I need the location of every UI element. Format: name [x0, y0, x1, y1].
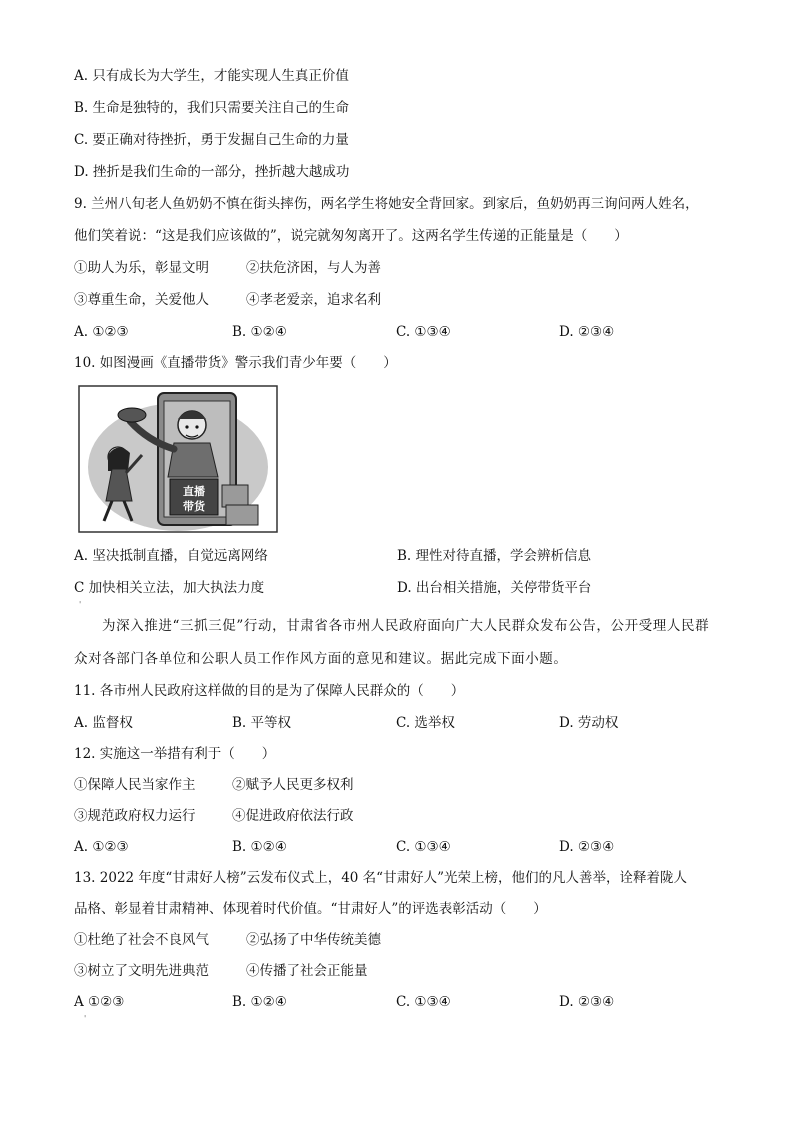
q8-option-a: A. 只有成长为大学生，才能实现人生真正价值: [74, 68, 349, 84]
q10-option-c: C 加快相关立法，加大执法力度: [74, 580, 265, 596]
q13-stem-line1: 13. 2022 年度“甘肃好人榜”云发布仪式上，40 名“甘肃好人”光荣上榜，他们的凡人善举，诠释着陇人: [74, 870, 687, 886]
q12-option-b: B. ①②④: [232, 839, 287, 855]
q12-option-c: C. ①③④: [396, 839, 451, 855]
q12-item-1: ①保障人民当家作主: [74, 777, 196, 793]
q9-option-c: C. ①③④: [396, 324, 451, 340]
q9-option-a: A. ①②③: [74, 324, 129, 340]
scan-mark: ': [84, 1014, 87, 1023]
q13-option-a: A ①②③: [74, 994, 125, 1010]
q13-stem-line2: 品格、彰显着甘肃精神、体现着时代价值。“甘肃好人”的评选表彰活动（ ）: [74, 901, 547, 917]
q11-option-b: B. 平等权: [232, 715, 292, 731]
q9-item-1: ①助人为乐，彰显文明: [74, 260, 209, 276]
q11-option-d: D. 劳动权: [559, 715, 619, 731]
q13-option-d: D. ②③④: [559, 994, 615, 1010]
comic-sign-text-1: 直播: [183, 485, 205, 498]
q9-stem-line2: 他们笑着说：“这是我们应该做的”，说完就匆匆离开了。这两名学生传递的正能量是（ ）: [74, 228, 628, 244]
q12-option-a: A. ①②③: [74, 839, 129, 855]
q9-item-2: ②扶危济困，与人为善: [246, 260, 381, 276]
q8-option-b: B. 生命是独特的，我们只需要关注自己的生命: [74, 100, 350, 116]
q13-item-3: ③树立了文明先进典范: [74, 963, 209, 979]
q9-item-4: ④孝老爱亲，追求名利: [246, 292, 381, 308]
reading-passage: [74, 610, 724, 676]
comic-sign-text-2: 带货: [183, 500, 205, 513]
q13-item-2: ②弘扬了中华传统美德: [246, 932, 381, 948]
q11-option-a: A. 监督权: [74, 715, 133, 731]
q13-option-c: C. ①③④: [396, 994, 451, 1010]
q13-item-1: ①杜绝了社会不良风气: [74, 932, 209, 948]
q8-option-d: D. 挫折是我们生命的一部分，挫折越大越成功: [74, 164, 350, 180]
q9-option-d: D. ②③④: [559, 324, 615, 340]
q10-option-d: D. 出台相关措施，关停带货平台: [397, 580, 592, 596]
scan-mark: ': [79, 600, 82, 609]
q9-option-b: B. ①②④: [232, 324, 287, 340]
q10-stem: 10. 如图漫画《直播带货》警示我们青少年要（ ）: [74, 355, 397, 371]
q13-item-4: ④传播了社会正能量: [246, 963, 368, 979]
q10-option-a: A. 坚决抵制直播，自觉远离网络: [74, 548, 268, 564]
passage-line-2: 众对各部门各单位和公职人员工作作风方面的意见和建议。据此完成下面小题。: [74, 651, 568, 667]
q12-stem: 12. 实施这一举措有利于（ ）: [74, 746, 276, 762]
q10-option-b: B. 理性对待直播，学会辨析信息: [397, 548, 592, 564]
q8-option-c: C. 要正确对待挫折，勇于发掘自己生命的力量: [74, 132, 349, 148]
q11-stem: 11. 各市州人民政府这样做的目的是为了保障人民群众的（ ）: [74, 683, 465, 699]
q11-option-c: C. 选举权: [396, 715, 455, 731]
passage-line-1: 为深入推进“三抓三促”行动，甘肃省各市州人民政府面向广大人民群众发布公告，公开受理人民群: [102, 618, 710, 634]
q13-option-b: B. ①②④: [232, 994, 287, 1010]
q12-item-4: ④促进政府依法行政: [232, 808, 354, 824]
q9-item-3: ③尊重生命，关爱他人: [74, 292, 209, 308]
q12-item-2: ②赋予人民更多权利: [232, 777, 354, 793]
q12-item-3: ③规范政府权力运行: [74, 808, 196, 824]
q9-stem-line1: 9. 兰州八旬老人鱼奶奶不慎在街头摔伤，两名学生将她安全背回家。到家后，鱼奶奶再三询问两人姓名，: [74, 196, 699, 212]
comic-live-streaming-image: [78, 385, 278, 533]
q12-option-d: D. ②③④: [559, 839, 615, 855]
